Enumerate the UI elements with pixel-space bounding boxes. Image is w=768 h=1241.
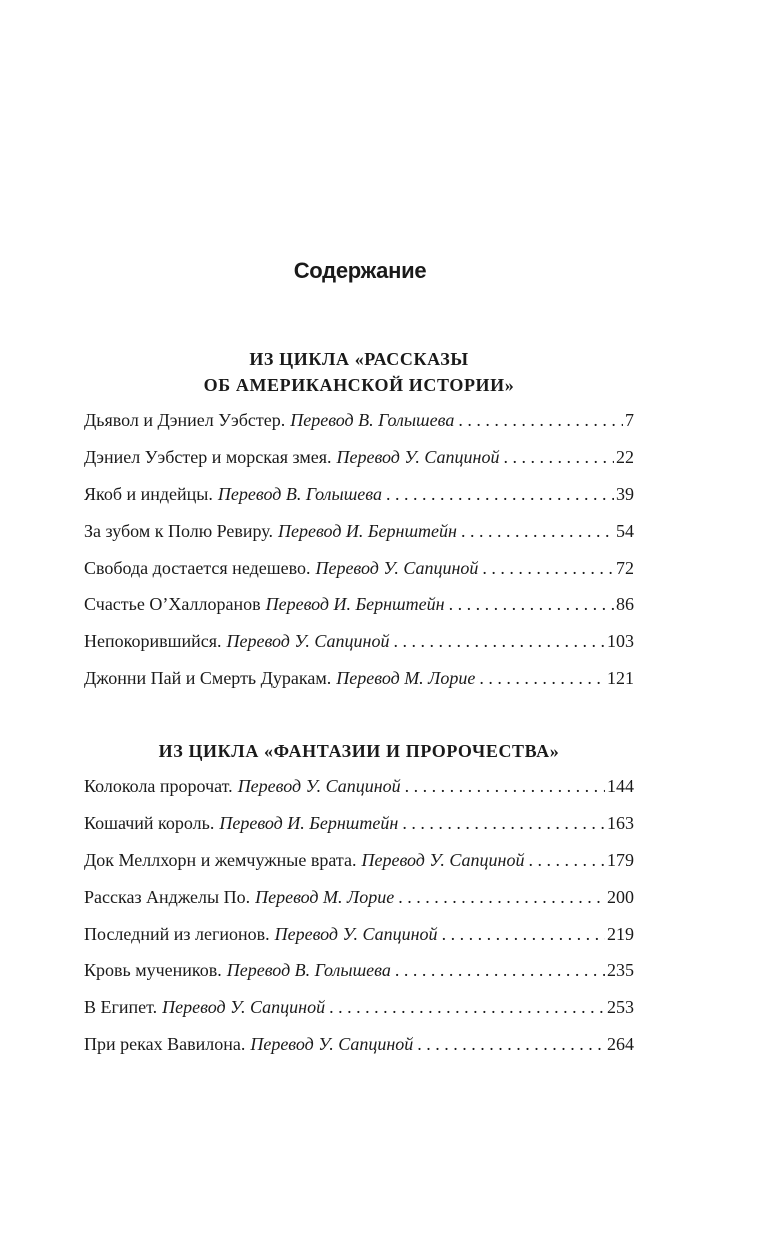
toc-entry[interactable] bbox=[84, 957, 634, 994]
translator-credit: Перевод У. Сапциной bbox=[237, 776, 401, 796]
story-title: Колокола пророчат. bbox=[84, 776, 233, 796]
page-number: 121 bbox=[607, 668, 634, 689]
story-title: Дэниел Уэбстер и морская змея. bbox=[84, 446, 332, 467]
story-title: Якоб и индейцы. bbox=[84, 483, 213, 504]
translator-credit: Перевод М. Лорие bbox=[336, 668, 476, 689]
translator-credit: Перевод И. Бернштейн bbox=[265, 594, 445, 615]
page-number: 54 bbox=[616, 520, 634, 541]
dot-leader bbox=[458, 407, 623, 433]
page-number: 253 bbox=[607, 997, 634, 1018]
dot-leader bbox=[479, 665, 605, 691]
story-title: Счастье О’Халлоранов bbox=[84, 594, 261, 615]
dot-leader bbox=[393, 628, 605, 654]
dot-leader bbox=[442, 921, 605, 947]
dot-leader bbox=[417, 1031, 605, 1057]
section-heading-line: ОБ АМЕРИКАНСКОЙ ИСТОРИИ» bbox=[203, 375, 515, 395]
story-title: В Египет. bbox=[84, 997, 158, 1018]
page-number: 163 bbox=[607, 812, 634, 833]
toc-list-fantasies bbox=[84, 773, 634, 1068]
translator-credit: Перевод У. Сапциной bbox=[361, 849, 525, 870]
dot-leader bbox=[395, 957, 605, 983]
translator-credit: Перевод В. Голышева bbox=[290, 410, 455, 430]
story-title: При реках Вавилона. bbox=[84, 1034, 246, 1055]
page-number: 144 bbox=[607, 776, 634, 796]
dot-leader bbox=[482, 555, 614, 581]
translator-credit: Перевод В. Голышева bbox=[226, 960, 391, 981]
page-number: 219 bbox=[607, 923, 634, 944]
translator-credit: Перевод И. Бернштейн bbox=[219, 812, 399, 833]
story-title: Рассказ Анджелы По. bbox=[84, 886, 251, 907]
page-title: Содержание bbox=[293, 258, 427, 283]
section-heading-line: ИЗ ЦИКЛА «РАССКАЗЫ bbox=[249, 349, 469, 369]
translator-credit: Перевод У. Сапциной bbox=[162, 997, 326, 1018]
story-title: Свобода достается недешево. bbox=[84, 557, 311, 578]
toc-entry[interactable] bbox=[84, 444, 634, 481]
story-title: За зубом к Полю Ревиру. bbox=[84, 520, 273, 541]
toc-entry[interactable] bbox=[84, 555, 634, 592]
translator-credit: Перевод У. Сапциной bbox=[315, 557, 479, 578]
page-number: 22 bbox=[616, 446, 634, 467]
story-title: Док Меллхорн и жемчужные врата. bbox=[84, 849, 357, 870]
dot-leader bbox=[503, 444, 614, 470]
section-heading-line: ИЗ ЦИКЛА «ФАНТАЗИИ И ПРОРОЧЕСТВА» bbox=[158, 741, 560, 761]
page-number: 7 bbox=[625, 410, 634, 430]
dot-leader bbox=[386, 481, 614, 507]
page-number: 86 bbox=[616, 594, 634, 615]
toc-entry[interactable] bbox=[84, 481, 634, 518]
translator-credit: Перевод И. Бернштейн bbox=[278, 520, 457, 541]
page-number: 200 bbox=[607, 886, 634, 907]
toc-entry[interactable] bbox=[84, 665, 634, 702]
dot-leader bbox=[402, 810, 605, 836]
page-number: 179 bbox=[607, 849, 634, 870]
story-title: Кошачий король. bbox=[84, 812, 215, 833]
story-title: Непокорившийся. bbox=[84, 631, 222, 652]
page-number: 264 bbox=[607, 1034, 634, 1055]
toc-entry[interactable] bbox=[84, 884, 634, 921]
dot-leader bbox=[405, 773, 605, 799]
toc-entry[interactable] bbox=[84, 518, 634, 555]
translator-credit: Перевод В. Голышева bbox=[217, 483, 382, 504]
dot-leader bbox=[528, 847, 605, 873]
section-heading-american-history bbox=[84, 346, 634, 398]
dot-leader bbox=[449, 591, 614, 617]
page-number: 235 bbox=[607, 960, 634, 981]
dot-leader bbox=[398, 884, 605, 910]
toc-entry[interactable] bbox=[84, 847, 634, 884]
story-title: Кровь мучеников. bbox=[84, 960, 222, 981]
translator-credit: Перевод У. Сапциной bbox=[274, 923, 438, 944]
toc-entry[interactable] bbox=[84, 591, 634, 628]
story-title: Последний из легионов. bbox=[84, 923, 270, 944]
story-title: Дьявол и Дэниел Уэбстер. bbox=[84, 410, 286, 430]
translator-credit: Перевод У. Сапциной bbox=[226, 631, 390, 652]
story-title: Джонни Пай и Смерть Дуракам. bbox=[84, 668, 332, 689]
toc-entry[interactable] bbox=[84, 407, 634, 444]
toc-entry[interactable] bbox=[84, 1031, 634, 1068]
toc-entry[interactable] bbox=[84, 810, 634, 847]
dot-leader bbox=[461, 518, 614, 544]
dot-leader bbox=[329, 994, 605, 1020]
translator-credit: Перевод У. Сапциной bbox=[250, 1034, 414, 1055]
toc-entry[interactable] bbox=[84, 921, 634, 958]
toc-entry[interactable] bbox=[84, 628, 634, 665]
page-number: 39 bbox=[616, 483, 634, 504]
translator-credit: Перевод У. Сапциной bbox=[336, 446, 500, 467]
translator-credit: Перевод М. Лорие bbox=[255, 886, 395, 907]
toc-list-american-history bbox=[84, 407, 634, 702]
page-number: 103 bbox=[607, 631, 634, 652]
section-heading-fantasies bbox=[84, 738, 634, 764]
toc-entry[interactable] bbox=[84, 994, 634, 1031]
page-number: 72 bbox=[616, 557, 634, 578]
toc-entry[interactable] bbox=[84, 773, 634, 810]
